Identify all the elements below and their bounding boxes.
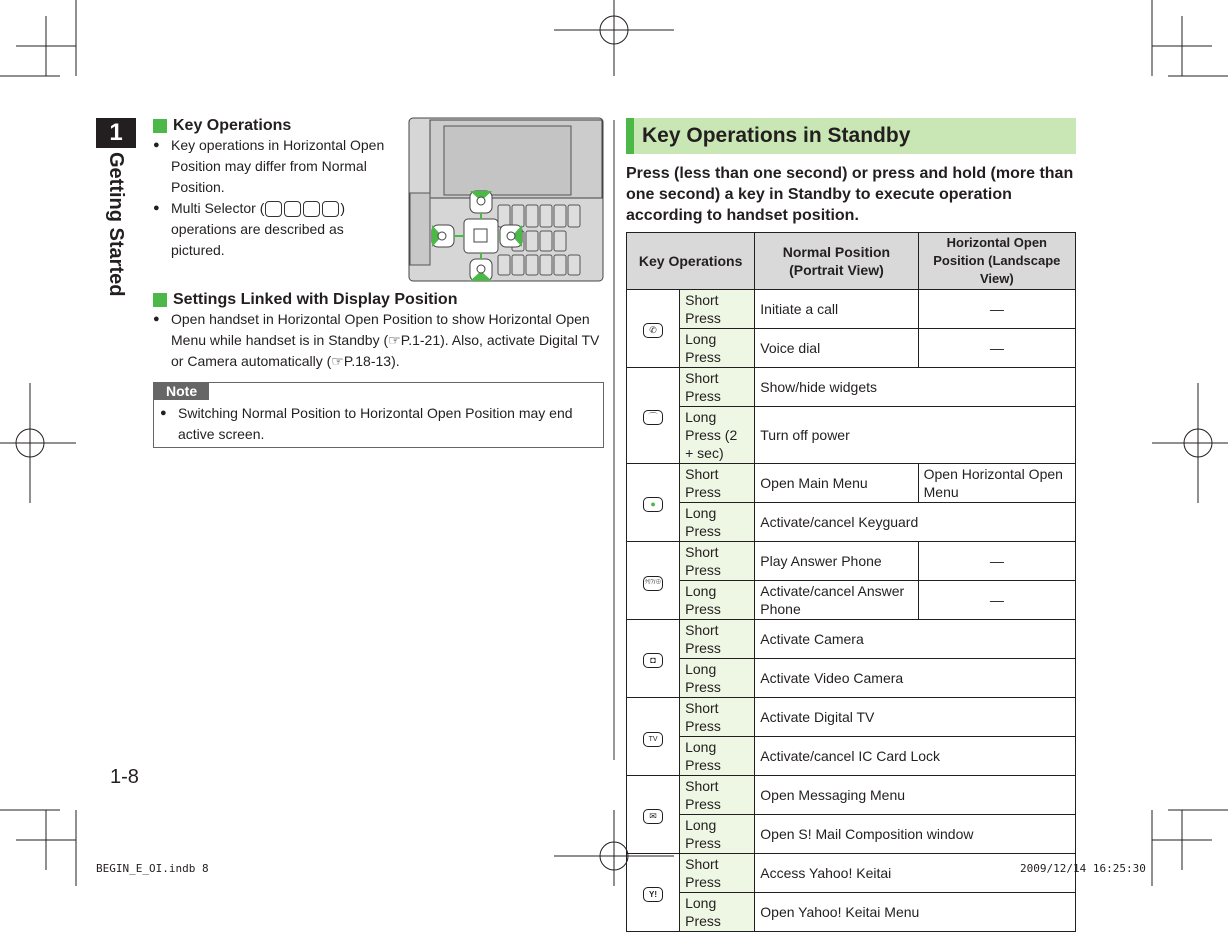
press-type: Short Press bbox=[680, 542, 755, 581]
end-key-icon: ⌒ bbox=[643, 410, 663, 425]
handset-illustration bbox=[408, 117, 604, 282]
page-ref-icon: ☞ bbox=[388, 332, 401, 348]
bullet-text: Open handset in Horizontal Open Position to show Horizontal Open Menu while handset is in Standby ( bbox=[171, 311, 590, 348]
selector-up-icon bbox=[265, 201, 282, 217]
table-header bbox=[627, 233, 1076, 290]
header-key-operations: Key Operations bbox=[627, 233, 755, 290]
press-type: Short Press bbox=[680, 368, 755, 407]
selector-right-icon bbox=[322, 201, 339, 217]
note-box bbox=[153, 382, 604, 448]
header-horizontal: Horizontal Open Position (Landscape View) bbox=[918, 233, 1075, 290]
chapter-number: 1 bbox=[96, 118, 136, 148]
bullet-text: ) operations are described as pictured. bbox=[171, 200, 346, 258]
table-row bbox=[627, 503, 1076, 542]
cell: Activate/cancel IC Card Lock bbox=[755, 737, 1076, 776]
footer-file: BEGIN_E_OI.indb 8 bbox=[96, 862, 209, 875]
note-label: Note bbox=[154, 383, 209, 400]
press-type: Long Press bbox=[680, 329, 755, 368]
table-row bbox=[627, 407, 1076, 464]
section-heading: Settings Linked with Display Position bbox=[173, 291, 458, 308]
cell: Activate Camera bbox=[755, 620, 1076, 659]
cell: — bbox=[918, 542, 1075, 581]
key-operations-table bbox=[626, 232, 1076, 932]
press-type: Short Press bbox=[680, 776, 755, 815]
bullet bbox=[153, 309, 603, 372]
cell: Voice dial bbox=[755, 329, 918, 368]
table-row bbox=[627, 620, 1076, 659]
cell: Access Yahoo! Keitai bbox=[755, 854, 1076, 893]
table-row bbox=[627, 368, 1076, 407]
header-normal: Normal Position (Portrait View) bbox=[755, 233, 918, 290]
cell: Open S! Mail Composition window bbox=[755, 815, 1076, 854]
mail-key-icon: ✉ bbox=[643, 809, 663, 824]
bullet-text: Multi Selector ( bbox=[171, 200, 265, 216]
cell: Show/hide widgets bbox=[755, 368, 1076, 407]
camera-key-icon: ◘ bbox=[643, 653, 663, 668]
cell: Open Main Menu bbox=[755, 464, 918, 503]
cell: Activate/cancel Answer Phone bbox=[755, 581, 918, 620]
cell: Activate Digital TV bbox=[755, 698, 1076, 737]
table-row bbox=[627, 776, 1076, 815]
table-row bbox=[627, 854, 1076, 893]
table-row bbox=[627, 815, 1076, 854]
cell: Initiate a call bbox=[755, 290, 918, 329]
cell: Open Messaging Menu bbox=[755, 776, 1076, 815]
press-type: Short Press bbox=[680, 698, 755, 737]
green-square-icon bbox=[153, 119, 167, 133]
press-type: Long Press (2 + sec) bbox=[680, 407, 755, 464]
bullet bbox=[153, 198, 393, 261]
cell: — bbox=[918, 329, 1075, 368]
table-row bbox=[627, 698, 1076, 737]
cell: Open Yahoo! Keitai Menu bbox=[755, 893, 1076, 932]
table-row bbox=[627, 581, 1076, 620]
selector-down-icon bbox=[284, 201, 301, 217]
link-text[interactable]: P.18-13). bbox=[343, 353, 400, 369]
page-number: 1-8 bbox=[110, 766, 139, 788]
press-type: Short Press bbox=[680, 464, 755, 503]
table-row bbox=[627, 464, 1076, 503]
press-type: Long Press bbox=[680, 503, 755, 542]
footer-timestamp: 2009/12/14 16:25:30 bbox=[1020, 862, 1146, 875]
clear-key-icon: ｸﾘｱ/⊕ bbox=[643, 576, 663, 591]
press-type: Long Press bbox=[680, 737, 755, 776]
table-row bbox=[627, 737, 1076, 776]
press-type: Short Press bbox=[680, 290, 755, 329]
cell: — bbox=[918, 581, 1075, 620]
page-title: Key Operations in Standby bbox=[626, 118, 1076, 154]
cell: Open Horizontal Open Menu bbox=[918, 464, 1075, 503]
table-row bbox=[627, 290, 1076, 329]
key-operations-section bbox=[153, 117, 393, 261]
table-row bbox=[627, 659, 1076, 698]
intro-text: Press (less than one second) or press and hold (more than one second) a key in Standby to execute operation according to handset position. bbox=[626, 165, 1074, 224]
tv-key-icon: TV bbox=[643, 732, 663, 747]
press-type: Long Press bbox=[680, 581, 755, 620]
press-type: Long Press bbox=[680, 659, 755, 698]
green-square-icon bbox=[153, 293, 167, 307]
table-row bbox=[627, 542, 1076, 581]
press-type: Long Press bbox=[680, 893, 755, 932]
cell: Activate/cancel Keyguard bbox=[755, 503, 1076, 542]
cell: Play Answer Phone bbox=[755, 542, 918, 581]
press-type: Short Press bbox=[680, 854, 755, 893]
selector-left-icon bbox=[303, 201, 320, 217]
link-text[interactable]: P.1-21). Also, activate Digital TV or Camera automatically ( bbox=[171, 332, 600, 369]
center-key-icon: ● bbox=[643, 497, 663, 512]
cell: — bbox=[918, 290, 1075, 329]
chapter-title: Getting Started bbox=[105, 152, 127, 297]
settings-section bbox=[153, 291, 603, 372]
table-row bbox=[627, 329, 1076, 368]
press-type: Long Press bbox=[680, 815, 755, 854]
table-row bbox=[627, 893, 1076, 932]
page-ref-icon: ☞ bbox=[331, 353, 344, 369]
press-type: Short Press bbox=[680, 620, 755, 659]
section-heading: Key Operations bbox=[173, 117, 292, 134]
note-text: ● Switching Normal Position to Horizontal Open Position may end active screen. bbox=[160, 403, 598, 445]
bullet: ● Key operations in Horizontal Open Position may differ from Normal Position. bbox=[153, 135, 393, 198]
cell: Turn off power bbox=[755, 407, 1076, 464]
yahoo-key-icon: Y! bbox=[643, 887, 663, 902]
cell: Activate Video Camera bbox=[755, 659, 1076, 698]
call-key-icon: ✆ bbox=[643, 323, 663, 338]
